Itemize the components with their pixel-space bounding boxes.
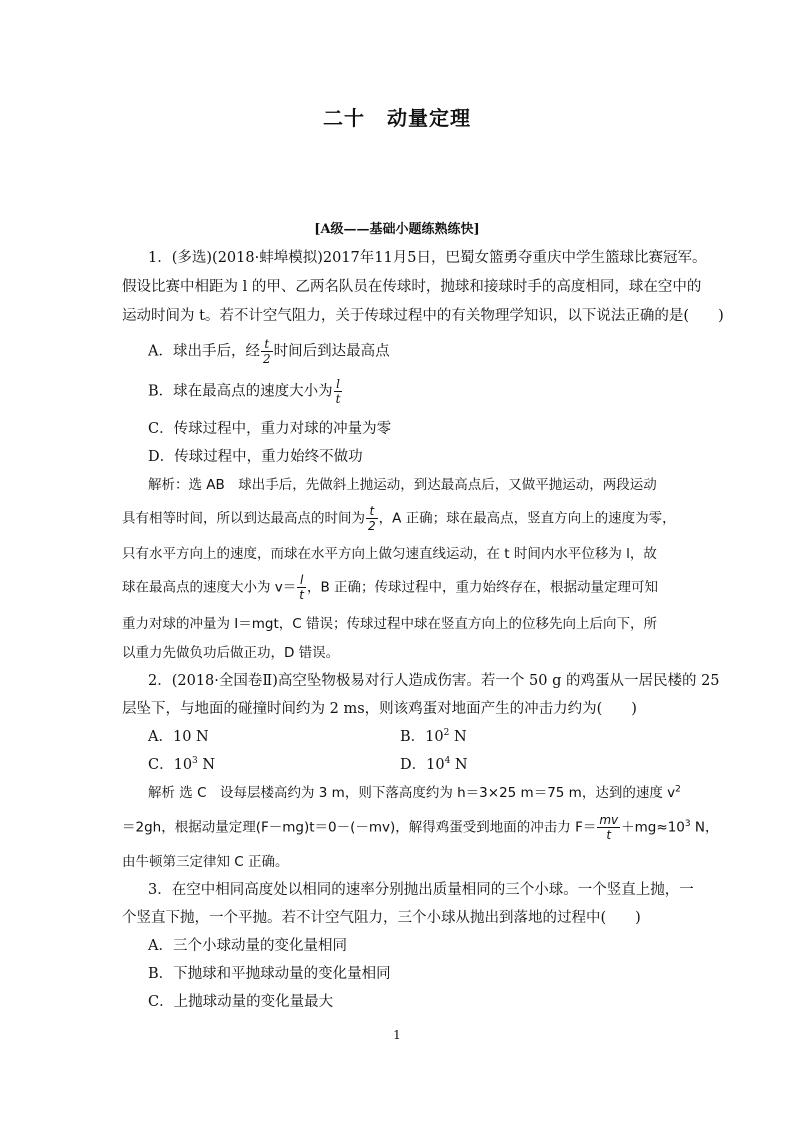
- q1-exp4-post: ，B 正确；传球过程中，重力始终存在，根据动量定理可知: [307, 579, 659, 596]
- q2-line-1: 2．(2018·全国卷Ⅱ)高空坠物极易对行人造成伤害。若一个 50 g 的鸡蛋从一居民楼的 25: [148, 673, 720, 689]
- q3-line-1: 3．在空中相同高度处以相同的速率分别抛出质量相同的三个小球。一个竖直上抛，一: [148, 882, 694, 898]
- q1-exp2-post: ，A 正确；球在最高点，竖直方向上的速度为零，: [378, 510, 676, 527]
- fraction-den: t: [606, 828, 612, 842]
- q3-option-c: C．上抛球动量的变化量最大: [148, 994, 334, 1010]
- fraction-den: 2: [262, 352, 271, 366]
- section-heading: [A级——基础小题练熟练快]: [314, 222, 480, 237]
- fraction: [334, 378, 343, 405]
- page-number: 1: [393, 1028, 401, 1042]
- q2-option-c-unit: N: [197, 757, 216, 773]
- q1-explanation-2: [122, 505, 676, 532]
- title-text: 动量定理: [387, 106, 471, 130]
- q2-exp1-pre: 解析 选 C 设每层楼高约为 3 m，则下落高度约为 h＝3×25 m＝75 m，达到的速度 v: [148, 785, 676, 801]
- fraction-den: 2: [368, 519, 376, 533]
- q2-option-b-unit: N: [449, 729, 467, 745]
- q2-option-c-pre: C．10: [148, 757, 193, 773]
- fraction: [366, 505, 378, 532]
- q1-option-c: C．传球过程中，重力对球的冲量为零: [148, 421, 392, 437]
- q2-explanation-1: [148, 781, 681, 801]
- fraction-num: t: [366, 505, 378, 519]
- q1-line-2: 假设比赛中相距为 l 的甲、乙两名队员在传球时，抛球和接球时手的高度相同，球在空中的: [122, 279, 702, 295]
- q3-option-a: A．三个小球动量的变化量相同: [148, 938, 347, 954]
- q1-line-3: 运动时间为 t。若不计空气阻力，关于传球过程中的有关物理学知识，以下说法正确的是( ): [122, 308, 724, 324]
- q1-option-a-pre: A．球出手后，经: [148, 343, 260, 360]
- exponent: 3: [192, 756, 198, 767]
- q1-exp2-pre: 具有相等时间，所以到达最高点的时间为: [122, 510, 365, 527]
- q2-option-d-unit: N: [450, 757, 468, 773]
- q2-exp2-pre: ＝2gh，根据动量定理(F－mg)t＝0－(－mv)，解得鸡蛋受到地面的冲击力 F＝: [122, 819, 597, 836]
- q1-exp4-pre: 球在最高点的速度大小为 v＝: [122, 579, 297, 596]
- fraction-num: mv: [599, 813, 619, 827]
- q2-explanation-3: 由牛顿第三定律知 C 正确。: [122, 854, 289, 870]
- q1-explanation-3: 只有水平方向上的速度，而球在水平方向上做匀速直线运动，在 t 时间内水平位移为 l，故: [122, 546, 657, 562]
- exponent: 4: [444, 756, 451, 767]
- q2-exp2-unit: N，: [690, 819, 719, 836]
- q2-option-a: A．10 N: [148, 729, 209, 745]
- q1-line-1: 1．(多选)(2018·蚌埠模拟)2017年11月5日，巴蜀女篮勇夺重庆中学生篮球比赛冠军。: [148, 250, 707, 266]
- title-number: 二十: [323, 106, 365, 130]
- q2-explanation-2: [122, 814, 719, 841]
- fraction-den: t: [299, 588, 304, 602]
- q2-option-b-pre: B．10: [400, 729, 444, 745]
- exponent: 3: [684, 819, 691, 829]
- fraction: [261, 338, 273, 365]
- q1-option-d: D．传球过程中，重力始终不做功: [148, 449, 363, 465]
- q1-option-a: [148, 338, 390, 365]
- q2-option-d: [400, 753, 468, 774]
- q1-option-b-pre: B．球在最高点的速度大小为: [148, 383, 333, 400]
- q1-explanation-4: [122, 574, 658, 601]
- q1-explanation-1: 解析：选 AB 球出手后，先做斜上抛运动，到达最高点后，又做平抛运动，两段运动: [148, 477, 657, 493]
- q1-explanation-6: 以重力先做负功后做正功，D 错误。: [122, 645, 340, 661]
- fraction: [597, 814, 620, 841]
- page-title: [0, 102, 794, 131]
- q3-option-b: B．下抛球和平抛球动量的变化量相同: [148, 966, 391, 982]
- q2-option-c: [148, 753, 215, 774]
- q2-line-2: 层坠下，与地面的碰撞时间约为 2 ms，则该鸡蛋对地面产生的冲击力约为( ): [122, 701, 637, 717]
- q1-explanation-5: 重力对球的冲量为 I＝mgt，C 错误；传球过程中球在竖直方向上的位移先向上后向下，所: [122, 616, 658, 632]
- q2-option-d-pre: D．10: [400, 757, 445, 773]
- q2-exp2-post: ＋mg≈10: [621, 819, 685, 836]
- exponent: 2: [443, 728, 450, 739]
- fraction: [297, 574, 306, 601]
- q1-option-a-post: 时间后到达最高点: [273, 343, 390, 360]
- exponent: 2: [675, 784, 681, 795]
- fraction-num: t: [261, 338, 273, 352]
- fraction-num: l: [334, 378, 343, 392]
- fraction-den: t: [335, 392, 341, 406]
- fraction-num: l: [297, 574, 306, 588]
- q3-line-2: 个竖直下抛，一个平抛。若不计空气阻力，三个小球从抛出到落地的过程中( ): [122, 910, 641, 926]
- q2-option-b: [400, 725, 467, 746]
- q1-option-b: [148, 378, 343, 405]
